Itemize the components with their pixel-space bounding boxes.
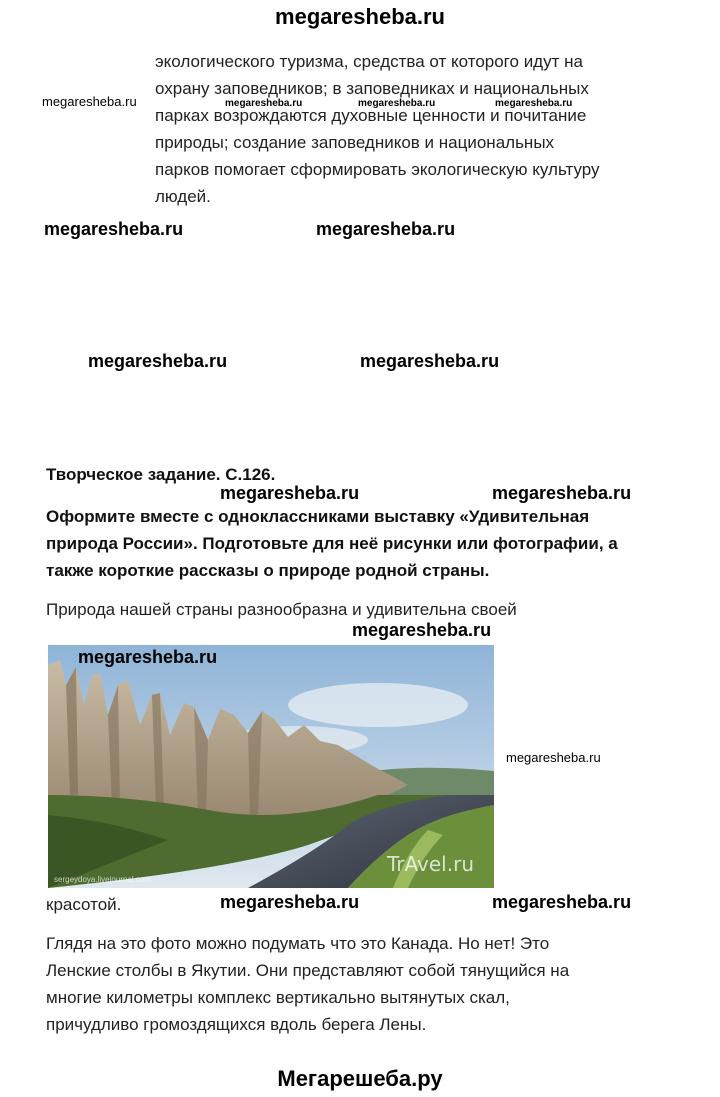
paragraph-line: парках возрождаются духовные ценности и почитание [155,106,587,125]
answer-continuation: красотой. [46,895,122,914]
watermark: megaresheba.ru [506,750,601,765]
watermark: megaresheba.ru [358,98,436,109]
watermark: megaresheba.ru [220,892,360,912]
task-question-line: природа России». Подготовьте для неё рисунки или фотографии, а [46,534,618,553]
task-title: Творческое задание. С.126. [46,465,276,484]
answer-intro: Природа нашей страны разнообразна и удивительна своей [46,600,517,619]
watermark: megaresheba.ru [316,219,456,239]
paragraph-line: природы; создание заповедников и национальных [155,133,555,152]
watermark: megaresheba.ru [352,620,492,640]
watermark: megaresheba.ru [78,647,218,667]
watermark: megaresheba.ru [225,98,303,109]
watermark: megaresheba.ru [360,351,500,371]
page-header-site: megaresheba.ru [275,4,445,29]
watermark: megaresheba.ru [42,94,137,109]
paragraph-line: охрану заповедников; в заповедниках и национальных [155,79,589,98]
answer-paragraph-line: причудливо громоздящихся вдоль берега Лены. [46,1015,427,1034]
task-question-line: также короткие рассказы о природе родной страны. [46,561,490,580]
watermark: megaresheba.ru [220,483,360,503]
paragraph-line: людей. [155,187,211,206]
answer-paragraph-line: многие километры комплекс вертикально вытянутых скал, [46,988,510,1007]
lena-pillars-photo [48,645,494,888]
watermark: megaresheba.ru [44,219,184,239]
watermark: megaresheba.ru [495,98,573,109]
watermark: megaresheba.ru [492,892,632,912]
watermark: megaresheba.ru [492,483,632,503]
watermark: megaresheba.ru [88,351,228,371]
travel-brand-logo: TrAvel.ru [387,852,474,876]
answer-paragraph-line: Ленские столбы в Якутии. Они представляют собой тянущийся на [46,961,570,980]
page-footer-site: Мегарешеба.ру [277,1066,443,1091]
task-question-line: Оформите вместе с одноклассниками выставку «Удивительная [46,507,590,526]
paragraph-line: парков помогает сформировать экологическую культуру [155,160,600,179]
answer-paragraph-line: Глядя на это фото можно подумать что это Канада. Но нет! Это [46,934,550,953]
paragraph-line: экологического туризма, средства от которого идут на [155,52,583,71]
photo-credit: sergeydoya.livejournal.com [54,875,151,884]
